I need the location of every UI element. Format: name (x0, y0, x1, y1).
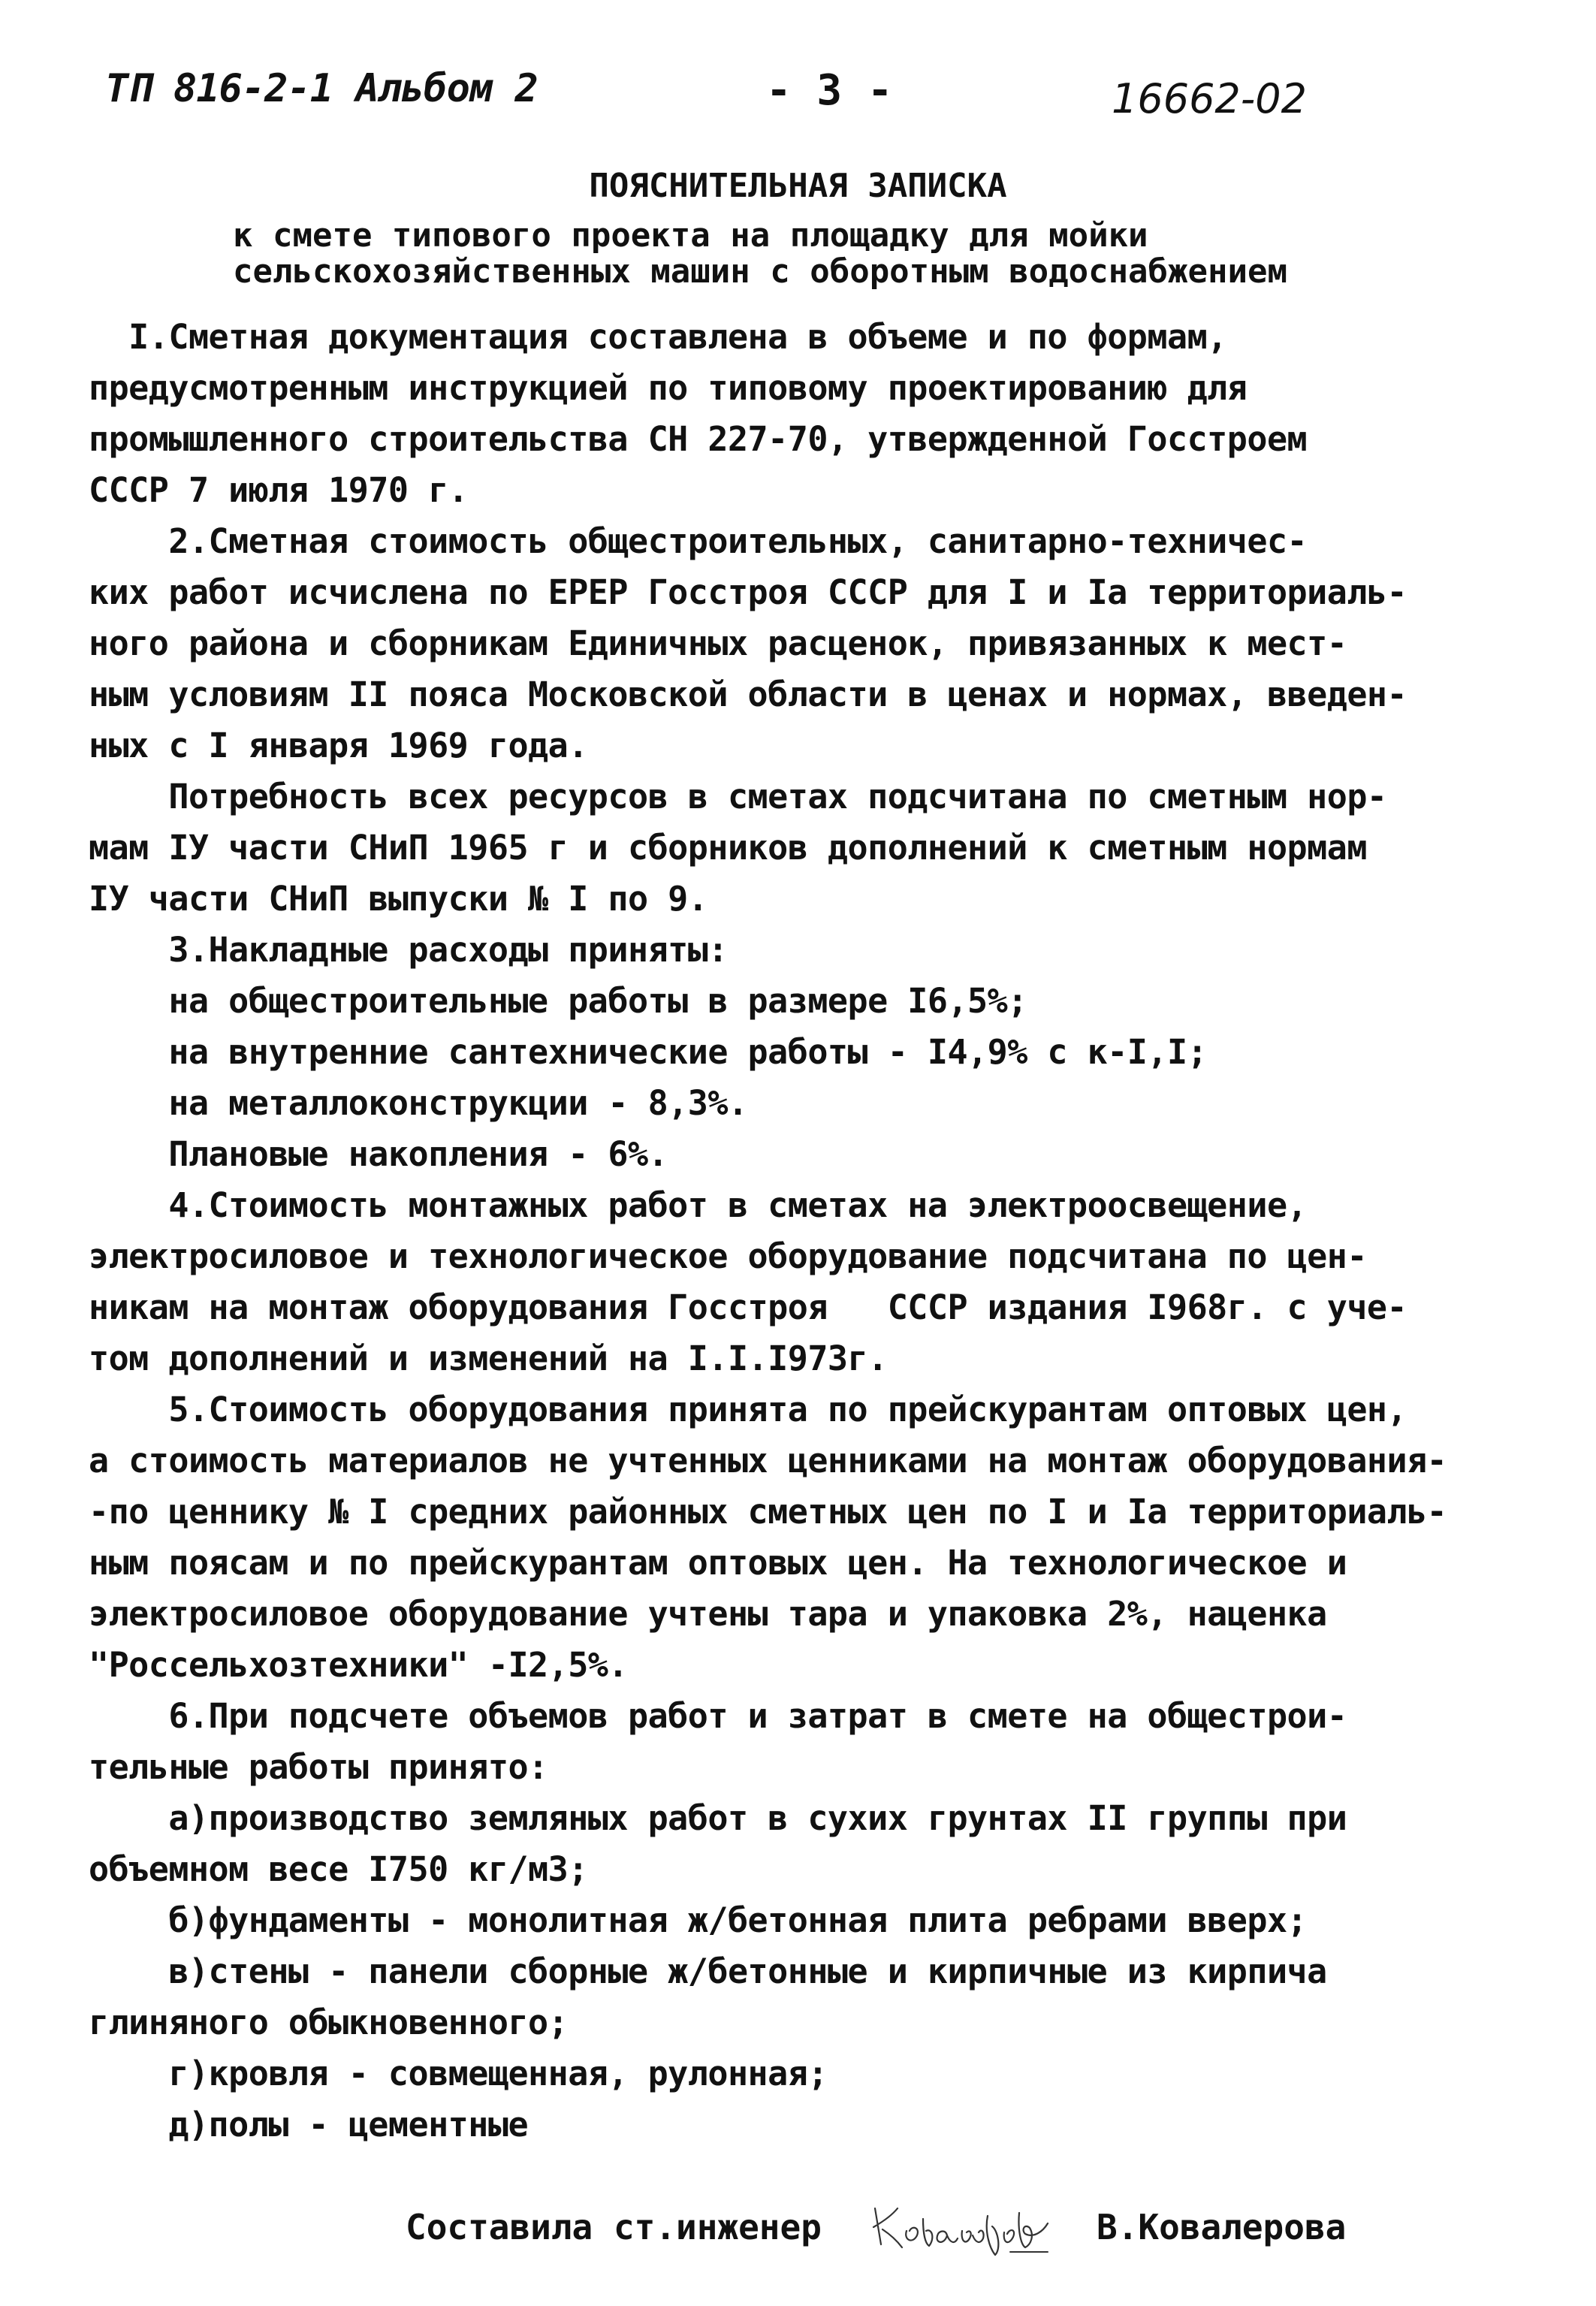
text-line: г)кровля - совмещенная, рулонная; (89, 2054, 828, 2093)
page-number: - 3 - (766, 66, 893, 115)
text-line: 6.При подсчете объемов работ и затрат в смете на общестрои- (89, 1696, 1347, 1736)
text-line: -по ценнику № I средних районных сметных цен по I и Iа территориаль- (89, 1492, 1447, 1532)
text-line: электросиловое и технологическое оборудование подсчитана по цен- (89, 1236, 1367, 1276)
text-line: электросиловое оборудование учтены тара и упаковка 2%, наценка (89, 1594, 1327, 1634)
text-line: 4.Стоимость монтажных работ в сметах на электроосвещение, (89, 1185, 1308, 1225)
signature-prefix: Составила ст.инженер (406, 2207, 822, 2247)
text-line: б)фундаменты - монолитная ж/бетонная плита ребрами вверх; (89, 1900, 1308, 1940)
text-line: IУ части СНиП выпуски № I по 9. (89, 879, 708, 919)
text-line: в)стены - панели сборные ж/бетонные и кирпичные из кирпича (89, 1951, 1327, 1991)
text-line: ным условиям II пояса Московской области в ценах и нормах, введен- (89, 675, 1407, 714)
text-line: на общестроительные работы в размере I6,5%; (89, 981, 1027, 1021)
text-line: ных с I января 1969 года. (89, 726, 588, 765)
text-line: ного района и сборникам Единичных расценок, привязанных к мест- (89, 623, 1347, 663)
text-line: том дополнений и изменений на I.I.I973г. (89, 1339, 888, 1378)
album-reference: ТП 816-2-1 Альбом 2 (105, 66, 538, 111)
text-line: промышленного строительства СН 227-70, утвержденной Госстроем (89, 419, 1308, 459)
text-line: а)производство земляных работ в сухих грунтах II группы при (89, 1798, 1347, 1838)
text-line: объемном весе I750 кг/м3; (89, 1849, 588, 1889)
text-line: глиняного обыкновенного; (89, 2003, 569, 2042)
text-line: предусмотренным инструкцией по типовому проектированию для (89, 368, 1248, 408)
text-line: мам IУ части СНиП 1965 г и сборников дополнений к сметным нормам (89, 828, 1367, 868)
handwritten-signature (860, 2186, 1100, 2268)
text-line: I.Сметная документация составлена в объеме и по формам, (89, 317, 1227, 357)
document-title: ПОЯСНИТЕЛЬНАЯ ЗАПИСКА (589, 167, 1007, 205)
text-line: д)полы - цементные (89, 2105, 529, 2145)
document-subtitle: к смете типового проекта на площадку для мойки сельскохозяйственных машин с оборотным водоснабжением (233, 216, 1287, 291)
page-header (0, 59, 1596, 141)
text-line: ких работ исчислена по ЕРЕР Госстроя СССР для I и Iа территориаль- (89, 572, 1407, 612)
text-line: Плановые накопления - 6%. (89, 1134, 668, 1174)
signature-block (406, 2186, 1457, 2268)
signatory-name: В.Ковалерова (1097, 2207, 1347, 2247)
text-line: а стоимость материалов не учтенных ценниками на монтаж оборудования- (89, 1441, 1447, 1480)
text-line: 2.Сметная стоимость общестроительных, санитарно-техничес- (89, 521, 1308, 561)
text-line: на внутренние сантехнические работы - I4,9% с к-I,I; (89, 1032, 1208, 1072)
text-line: ным поясам и по прейскурантам оптовых цен. На технологическое и (89, 1543, 1347, 1583)
document-body (89, 312, 1523, 2151)
text-line: 5.Стоимость оборудования принята по прейскурантам оптовых цен, (89, 1390, 1407, 1429)
text-line: тельные работы принято: (89, 1747, 548, 1787)
text-line: СССР 7 июля 1970 г. (89, 470, 469, 510)
document-code: 16662-02 (1112, 75, 1307, 122)
text-line: на металлоконструкции - 8,3%. (89, 1083, 748, 1123)
text-line: никам на монтаж оборудования Госстроя СССР издания I968г. с уче- (89, 1287, 1407, 1327)
text-line: 3.Накладные расходы приняты: (89, 930, 728, 970)
text-line: Потребность всех ресурсов в сметах подсчитана по сметным нор- (89, 777, 1387, 816)
text-line: "Россельхозтехники" -I2,5%. (89, 1645, 628, 1685)
